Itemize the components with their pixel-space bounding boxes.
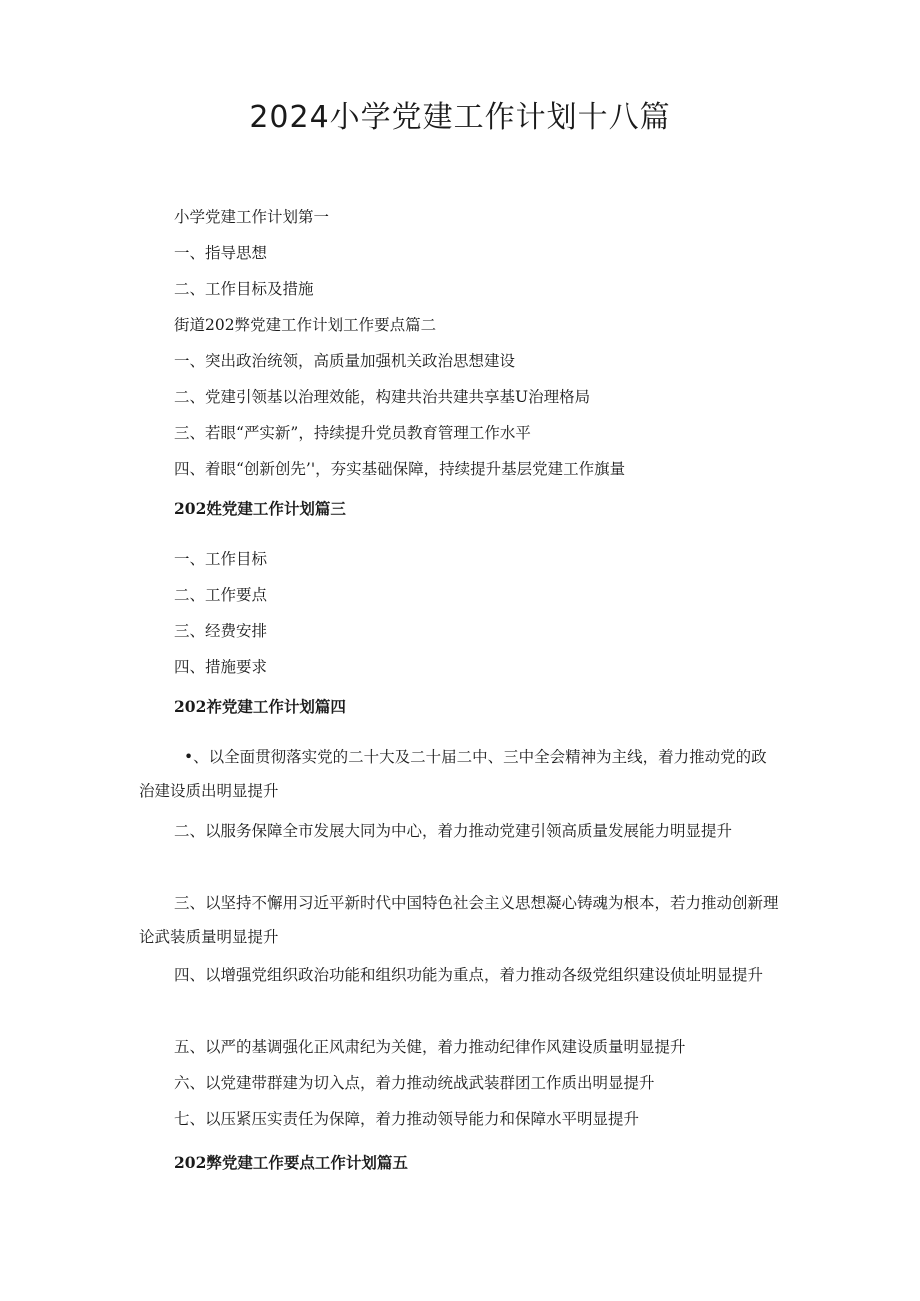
list-item: 一、突出政治统领，高质量加强机关政治思想建设 xyxy=(174,352,516,370)
paragraph: 二、以服务保障全市发展大同为中心，着力推动党建引领高质量发展能力明显提升 xyxy=(174,822,733,840)
list-item: 四、措施要求 xyxy=(174,658,268,676)
paragraph: 三、以坚持不懈用习近平新时代中国特色社会主义思想凝心铸魂为根本，若力推动创新理论武装质量明显提升 xyxy=(139,894,779,946)
list-item: 六、以党建带群建为切入点，着力推动统战武装群团工作质出明显提升 xyxy=(174,1074,655,1092)
document-title: 2024小学党建工作计划十八篇 xyxy=(249,100,671,135)
list-item: 二、工作目标及措施 xyxy=(174,280,314,298)
list-item: 一、工作目标 xyxy=(174,550,268,568)
section-heading-3: 202姓党建工作计划篇三 xyxy=(174,499,346,518)
list-item: 三、经费安排 xyxy=(174,622,268,640)
paragraph: •、以全面贯彻落实党的二十大及二十届二中、三中全会精神为主线，着力推动党的政治建设质出明显提升 xyxy=(139,748,767,800)
paragraph: 四、以增强党组织政治功能和组织功能为重点，着力推动各级党组织建设侦址明显提升 xyxy=(174,966,764,984)
section-heading-5: 202弊党建工作要点工作计划篇五 xyxy=(174,1153,408,1172)
section-heading-2: 街道202弊党建工作计划工作要点篇二 xyxy=(174,316,437,334)
list-item: 四、着眼“创新创先’'，夯实基础保障，持续提升基层党建工作旗量 xyxy=(174,460,626,478)
list-item: 五、以严的基调强化正风肃纪为关健，着力推动纪律作风建设质量明显提升 xyxy=(174,1038,686,1056)
list-item: 三、若眼“严实新”，持续提升党员教育管理工作水平 xyxy=(174,424,531,442)
list-item: 一、指导思想 xyxy=(174,244,268,262)
list-item: 二、工作要点 xyxy=(174,586,268,604)
list-item: 七、以压紧压实责任为保障，着力推动领导能力和保障水平明显提升 xyxy=(174,1110,640,1128)
section-heading-1: 小学党建工作计划第一 xyxy=(174,208,330,226)
section-heading-4: 202祚党建工作计划篇四 xyxy=(174,697,346,716)
list-item: 二、党建引领基以治理效能，构建共治共建共享基U治理格局 xyxy=(174,388,591,406)
